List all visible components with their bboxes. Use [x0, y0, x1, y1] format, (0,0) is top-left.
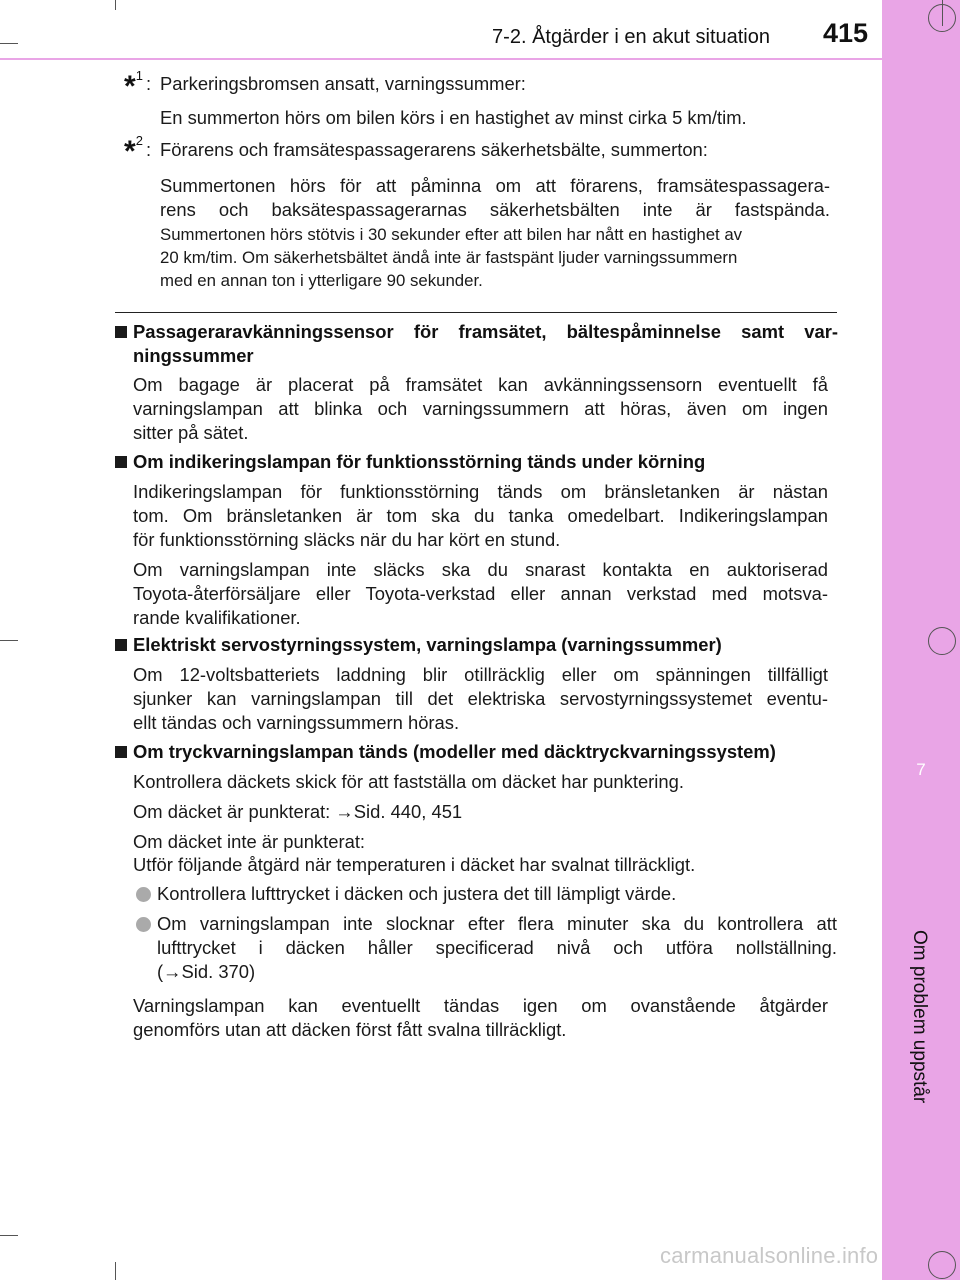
footnote-2-colon: : [146, 139, 152, 160]
paragraph-line: Om däcket inte är punkterat: [133, 831, 366, 852]
paragraph-line: Indikeringslampan för funktionsstörning tänds om bränsletanken är nästan [133, 481, 828, 502]
crop-mark [0, 43, 18, 44]
crop-mark [115, 0, 116, 10]
page-number: 415 [822, 18, 868, 48]
section-heading: Elektriskt servostyrningssystem, varningslampa (varningssummer) [133, 634, 722, 655]
registration-mark [928, 1251, 956, 1279]
paragraph-line: sjunker kan varningslampan till det elektriska servostyrningssystemet eventu- [133, 688, 828, 709]
paragraph-line: Utför följande åtgärd när temperaturen i däcket har svalnat tillräckligt. [133, 854, 696, 875]
footnote-1-colon: : [146, 73, 152, 94]
section-heading: Om tryckvarningslampan tänds (modeller med däcktryckvarningssystem) [133, 741, 776, 762]
watermark: carmanualsonline.info [660, 1243, 879, 1268]
footnote-marker-1: *$^1$ [124, 68, 143, 103]
heading-square-icon [115, 639, 127, 651]
chapter-label: Om problem uppstår [909, 930, 930, 1104]
paragraph-line: Toyota-återförsäljare eller Toyota-verkstad eller annan verkstad med motsva- [133, 583, 828, 604]
footnote-2-line: rens och baksätespassagerarnas säkerhetsbälten inte är fastspända. [160, 199, 830, 220]
bullet-dot-icon [136, 917, 151, 932]
footnote-1-text: En summerton hörs om bilen körs i en hastighet av minst cirka 5 km/tim. [160, 107, 747, 128]
footnote-2-line: 20 km/tim. Om säkerhetsbältet ändå inte är fastspänt ljuder varningssummern [160, 248, 738, 267]
paragraph-line: Om bagage är placerat på framsätet kan avkänningssensorn eventuellt få [133, 374, 828, 395]
paragraph-line: Om däcket är punkterat: →Sid. 440, 451 [133, 801, 463, 822]
heading-square-icon [115, 326, 127, 338]
paragraph-line: ellt tändas och varningssummern höras. [133, 712, 460, 733]
footnote-2-title: Förarens och framsätespassagerarens säkerhetsbälte, summerton: [160, 139, 708, 160]
paragraph-line: Om varningslampan inte släcks ska du snarast kontakta en auktoriserad [133, 559, 828, 580]
registration-mark [928, 4, 956, 32]
paragraph-line: tom. Om bränsletanken är tom ska du tanka omedelbart. Indikeringslampan [133, 505, 828, 526]
footnote-2-line: Summertonen hörs stötvis i 30 sekunder efter att bilen har nått en hastighet av [160, 225, 743, 244]
heading-square-icon [115, 456, 127, 468]
footnote-2-line: Summertonen hörs för att påminna om att förarens, framsätespassagera- [160, 175, 830, 196]
paragraph-line: genomförs utan att däcken först fått svalna tillräckligt. [133, 1019, 567, 1040]
section-heading: ningssummer [133, 345, 254, 366]
crop-mark [115, 1262, 116, 1280]
paragraph-line: Varningslampan kan eventuellt tändas igen om ovanstående åtgärder [133, 995, 828, 1016]
paragraph-line: rande kvalifikationer. [133, 607, 301, 628]
footnote-1-title: Parkeringsbromsen ansatt, varningssummer: [160, 73, 526, 94]
header-rule [0, 58, 882, 60]
paragraph-line: sitter på sätet. [133, 422, 249, 443]
section-title: 7-2. Åtgärder i en akut situation [492, 26, 770, 48]
crop-mark [0, 640, 18, 641]
footnote-2-line: med en annan ton i ytterligare 90 sekunder. [160, 271, 483, 290]
section-heading: Om indikeringslampan för funktionsstörning tänds under körning [133, 451, 706, 472]
section-divider [115, 312, 837, 313]
bullet-line: Kontrollera lufttrycket i däcken och justera det till lämpligt värde. [157, 883, 677, 904]
bullet-line: (→Sid. 370) [157, 961, 256, 982]
heading-square-icon [115, 746, 127, 758]
bullet-line: Om varningslampan inte slocknar efter flera minuter ska du kontrollera att [157, 913, 837, 934]
registration-mark [928, 627, 956, 655]
paragraph-line: Om 12-voltsbatteriets laddning blir otillräcklig eller om spänningen tillfälligt [133, 664, 828, 685]
section-heading: Passageraravkänningssensor för framsätet, bältespåminnelse samt var- [133, 321, 838, 342]
paragraph-line: varningslampan att blinka och varningssummern att höras, även om ingen [133, 398, 828, 419]
bullet-dot-icon [136, 887, 151, 902]
paragraph-line: Kontrollera däckets skick för att fastställa om däcket har punktering. [133, 771, 684, 792]
chapter-number: 7 [916, 760, 926, 779]
bullet-line: lufttrycket i däcken håller specificerad nivå och utföra nollställning. [157, 937, 837, 958]
footnote-marker-2: *$^2$ [124, 133, 143, 168]
crop-mark [0, 1235, 18, 1236]
paragraph-line: för funktionsstörning släcks när du har kört en stund. [133, 529, 561, 550]
